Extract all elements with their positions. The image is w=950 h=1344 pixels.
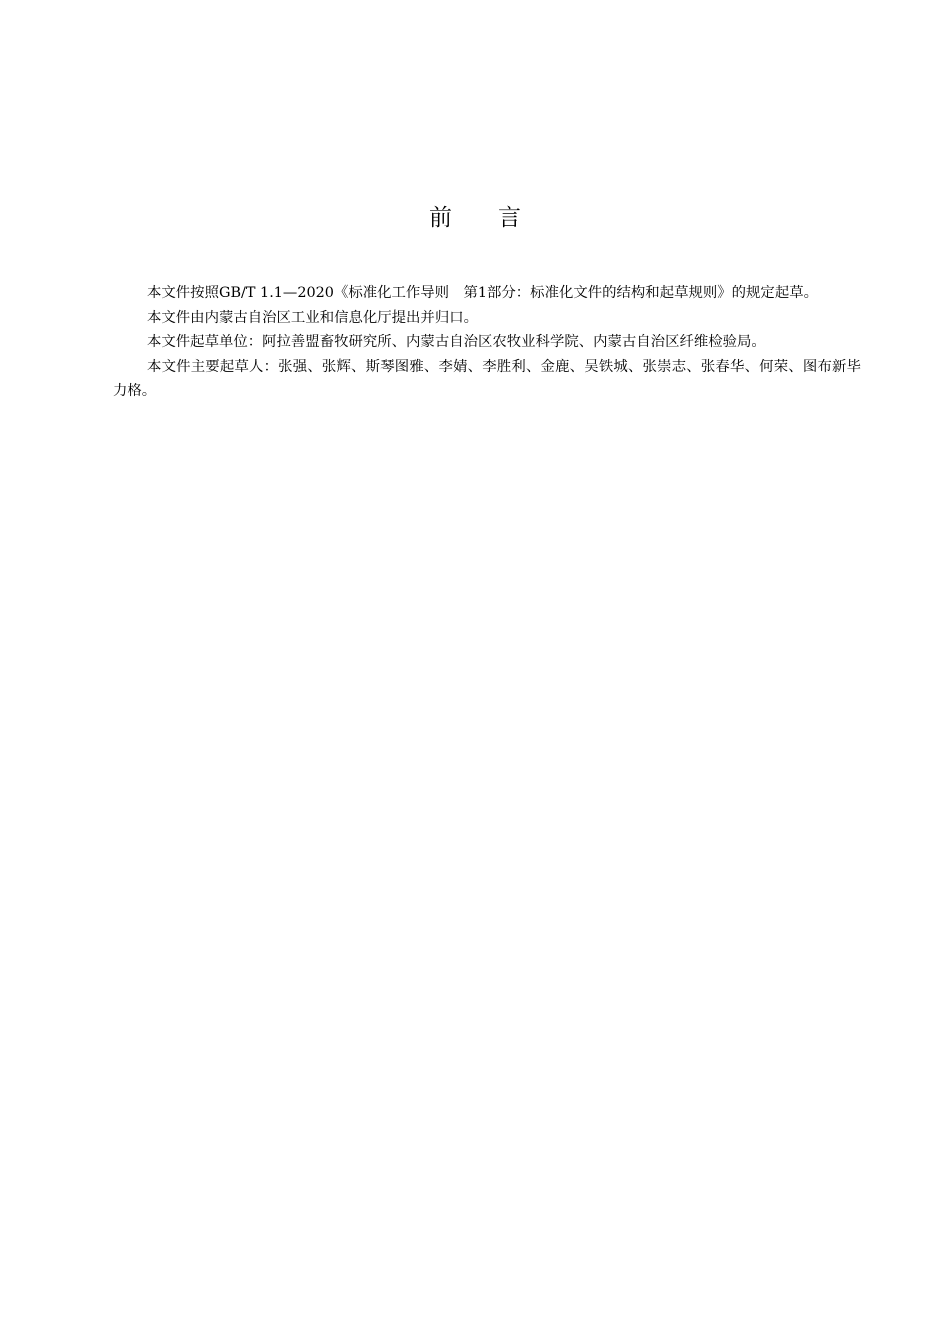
paragraph-proposer: 本文件由内蒙古自治区工业和信息化厅提出并归口。 (147, 309, 478, 326)
foreword-body (113, 281, 861, 404)
title-char-1: 前 (429, 205, 452, 231)
title-char-2: 言 (498, 205, 521, 231)
paragraph-drafting-units: 本文件起草单位：阿拉善盟畜牧研究所、内蒙古自治区农牧业科学院、内蒙古自治区纤维检验局。 (147, 334, 766, 350)
paragraph-drafting-rules: 本文件按照GB/T 1.1—2020《标准化工作导则 第1部分：标准化文件的结构和起草规则》的规定起草。 (147, 285, 818, 301)
paragraph-drafters: 本文件主要起草人：张强、张辉、斯琴图雅、李婧、李胜利、金鹿、吴铁城、张崇志、张春华、何荣、图布新毕力格。 (113, 358, 861, 399)
page-title (0, 200, 950, 236)
